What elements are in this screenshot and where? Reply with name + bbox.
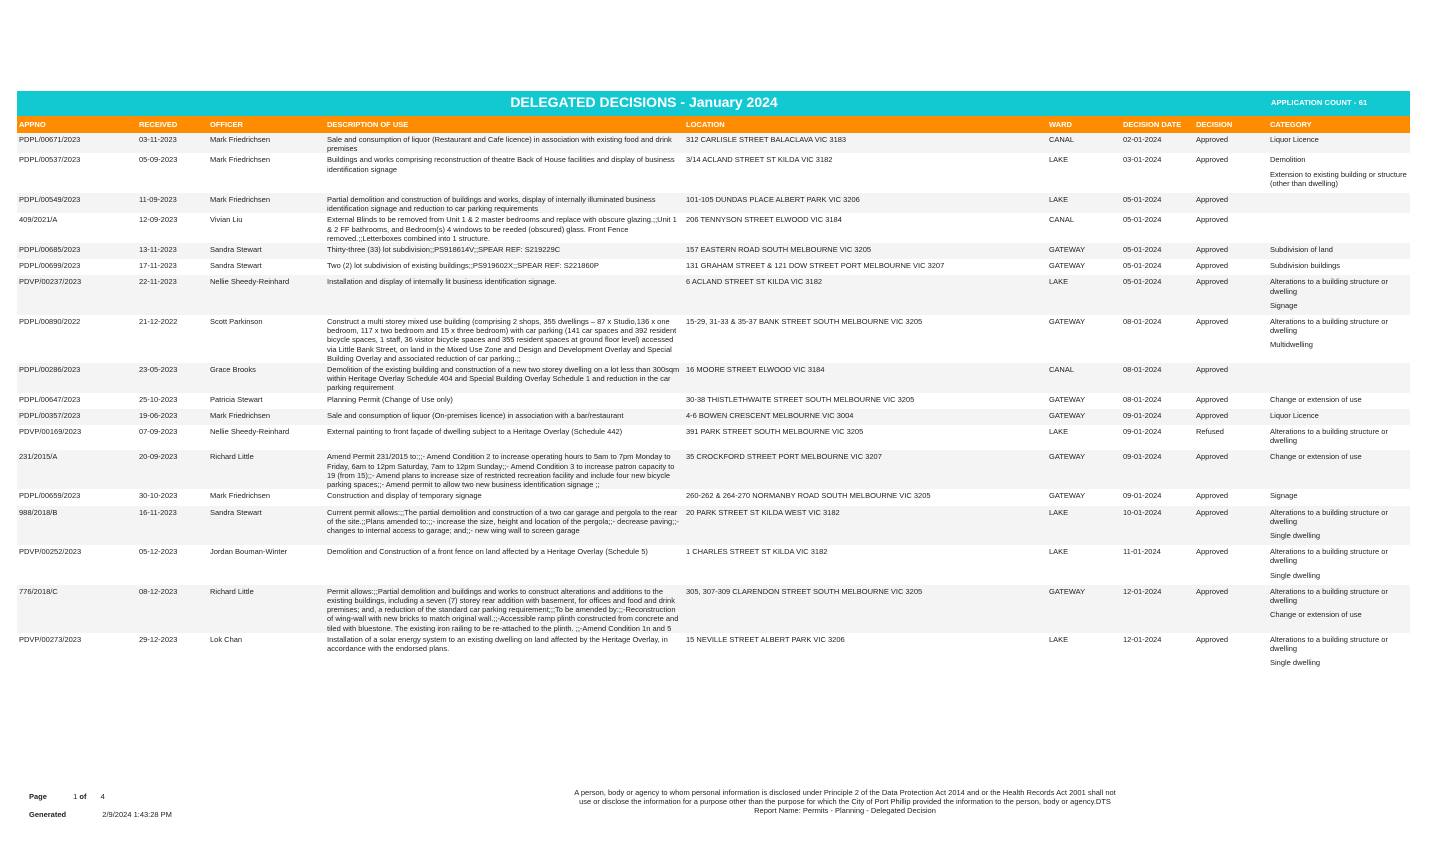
cell-ward: LAKE: [1049, 155, 1069, 165]
cell-officer: Grace Brooks: [210, 365, 256, 375]
cell-decision: Approved: [1196, 277, 1229, 287]
cell-decision: Approved: [1196, 261, 1229, 271]
cell-description: Construction and display of temporary signage: [327, 491, 482, 501]
cell-appno: PDPL/00671/2023: [19, 135, 81, 144]
category-item: Alterations to a building structure or dwelling: [1270, 634, 1388, 653]
privacy-notice: [500, 788, 1190, 815]
cell-category: [1268, 245, 1410, 259]
generated-label: Generated: [29, 810, 67, 819]
cell-decision-date: 09-01-2024: [1123, 452, 1162, 462]
cell-ward: CANAL: [1049, 135, 1075, 144]
cell-appno: PDVP/00273/2023: [19, 634, 82, 644]
cell-appno: 409/2021/A: [19, 215, 58, 225]
cell-decision: Approved: [1196, 195, 1229, 205]
column-header-description: DESCRIPTION OF USE: [327, 120, 409, 129]
cell-location: 1 CHARLES STREET ST KILDA VIC 3182: [686, 547, 828, 557]
cell-officer: Sandra Stewart: [210, 261, 262, 271]
table-row: [17, 213, 1410, 243]
cell-officer: Richard Little: [210, 586, 254, 596]
cell-description: Construct a multi storey mixed use building (comprising 2 shops, 355 dwellings – 87 x Studio,136 x one bedroom, 117 x two bedroom and 15 x three bedroom) with car parking (141 car spaces and 392 resident bicycle spaces, 1 staff, 36 visitor bicycle spaces and 355 resident spaces at ground floor level) accessed via Little Bank Street, on land in the Mixed Use Zone and Design and Development Overlay and Special Building Overlay and associated reduction of car parking.;;: [327, 317, 677, 363]
cell-officer: Mark Friedrichsen: [210, 410, 271, 420]
cell-description: Partial demolition and construction of buildings and works, display of internally illuminated business identification signage and reduction to car parking requirements: [327, 195, 656, 214]
cell-decision-date: 05-01-2024: [1123, 195, 1162, 205]
cell-description: Demolition of the existing building and construction of a new two storey dwelling on a lot less than 300sqm within Heritage Overlay Schedule 404 and Special Building Overlay Schedule 1 and reduction in the car parking requirement: [327, 365, 680, 393]
table-row: [17, 425, 1410, 450]
cell-location: 312 CARLISLE STREET BALACLAVA VIC 3183: [686, 135, 847, 144]
cell-ward: GATEWAY: [1049, 410, 1086, 420]
cell-decision: Refused: [1196, 427, 1224, 437]
category-item: Alterations to a building structure or dwelling: [1270, 317, 1388, 336]
category-item: Signage: [1270, 300, 1298, 310]
cell-received: 05-12-2023: [139, 547, 178, 557]
cell-description: External Blinds to be removed from Unit 1 & 2 master bedrooms and replace with obscure glazing.;;Unit 1 & 2 FF bathrooms, and Bedroom(s) 4 windows to be reeded (obscured) glass. Front Fence removed.;;Letterboxes combined into 1 structure.: [327, 215, 677, 243]
report-name: Report Name: Permits - Planning - Delegated Decision: [754, 806, 936, 815]
cell-description: Buildings and works comprising reconstruction of theatre Back of House facilities and display of business identification signage: [327, 155, 675, 174]
cell-ward: CANAL: [1049, 215, 1075, 225]
cell-appno: PDPL/00699/2023: [19, 261, 81, 271]
category-item: Alterations to a building structure or dwelling: [1270, 427, 1388, 446]
category-item: Demolition: [1270, 155, 1306, 165]
cell-category: [1268, 395, 1410, 409]
cell-location: 391 PARK STREET SOUTH MELBOURNE VIC 3205: [686, 427, 864, 437]
cell-location: 35 CROCKFORD STREET PORT MELBOURNE VIC 3207: [686, 452, 882, 462]
category-item: Single dwelling: [1270, 530, 1321, 540]
cell-officer: Lok Chan: [210, 634, 243, 644]
cell-description: Permit allows:;;Partial demolition and buildings and works to construct alterations and additions to the existing buildings, including a seven (7) storey rear addition with basement, for offices and food and drink premises; and, a reduction of the standard car parking requirement;;;To be amended by:;;-Reconstruction of wing-wall with new bricks to match original wall.;;-Accessible ramp plinth constructed from concrete and tiled with bluestone. The existing iron railing to be re-attached to the plinth. ;;-Amend Condition 1n and 5: [327, 586, 679, 633]
cell-officer: Mark Friedrichsen: [210, 135, 271, 144]
table-row: [17, 409, 1410, 425]
cell-decision-date: 03-01-2024: [1123, 155, 1162, 165]
cell-received: 13-11-2023: [139, 245, 177, 255]
cell-officer: Mark Friedrichsen: [210, 195, 271, 205]
cell-decision-date: 05-01-2024: [1123, 215, 1162, 225]
table-row: [17, 363, 1410, 393]
cell-category: [1268, 427, 1410, 450]
cell-category: [1268, 261, 1410, 275]
cell-officer: Jordan Bouman-Winter: [210, 547, 288, 557]
privacy-notice-line: use or disclose the information for a purpose other than the purpose for which the City of Port Phillip provided the information to the person, body or agency.DTS: [579, 797, 1111, 806]
cell-ward: LAKE: [1049, 634, 1069, 644]
cell-description: Installation of a solar energy system to an existing dwelling on land affected by the Heritage Overlay, in accordance with the endorsed plans.: [327, 634, 668, 653]
column-header-decision-date: DECISION DATE: [1123, 120, 1182, 129]
cell-received: 21-12-2022: [139, 317, 178, 327]
column-header-location: LOCATION: [686, 120, 725, 129]
cell-received: 30-10-2023: [139, 491, 178, 501]
cell-ward: LAKE: [1049, 507, 1069, 517]
cell-description: Demolition and Construction of a front fence on land affected by a Heritage Overlay (Schedule 5): [327, 547, 648, 557]
cell-decision: Approved: [1196, 410, 1229, 420]
cell-ward: LAKE: [1049, 547, 1069, 557]
cell-appno: PDPL/00357/2023: [19, 410, 81, 420]
cell-received: 08-12-2023: [139, 586, 178, 596]
table-row: [17, 153, 1410, 193]
of-label: of: [79, 792, 87, 801]
table-row: [17, 545, 1410, 585]
cell-description: Current permit allows:;;The partial demolition and construction of a two car garage and pergola to the rear of the site.;;Plans amended to:;;- increase the size, height and location of the pergola;;- decrease paving;;- changes to internal access to garage; and;;- new wing wall to screen garage: [327, 507, 679, 535]
table-row: [17, 633, 1410, 673]
cell-decision-date: 09-01-2024: [1123, 491, 1162, 501]
cell-decision-date: 05-01-2024: [1123, 261, 1162, 271]
cell-location: 4-6 BOWEN CRESCENT MELBOURNE VIC 3004: [686, 410, 854, 420]
cell-appno: 988/2018/B: [19, 507, 58, 517]
cell-description: Sale and consumption of liquor (Restaurant and Cafe licence) in association with existing food and drink premises: [327, 135, 672, 154]
category-item: Change or extension of use: [1270, 394, 1362, 404]
category-item: Liquor Licence: [1270, 410, 1319, 420]
cell-appno: PDPL/00685/2023: [19, 245, 81, 255]
cell-description: Sale and consumption of liquor (On-premises licence) in association with a bar/restaurant: [327, 410, 624, 420]
cell-decision: Approved: [1196, 215, 1229, 225]
table-row: [17, 506, 1410, 546]
cell-description: Installation and display of internally lit business identification signage.: [327, 277, 557, 287]
cell-category: [1268, 215, 1410, 243]
cell-decision: Approved: [1196, 547, 1229, 557]
cell-officer: Patricia Stewart: [210, 394, 263, 404]
title-bar: [17, 91, 1410, 116]
column-header-received: RECEIVED: [139, 120, 178, 129]
category-item: Alterations to a building structure or dwelling: [1270, 547, 1388, 566]
cell-decision-date: 09-01-2024: [1123, 427, 1162, 437]
cell-received: 11-09-2023: [139, 195, 177, 205]
cell-ward: GATEWAY: [1049, 452, 1086, 462]
cell-decision-date: 05-01-2024: [1123, 277, 1162, 287]
cell-location: 30-38 THISTLETHWAITE STREET SOUTH MELBOURNE VIC 3205: [686, 394, 915, 404]
cell-category: [1268, 635, 1410, 673]
cell-ward: LAKE: [1049, 195, 1069, 205]
table-row: [17, 133, 1410, 153]
cell-decision-date: 08-01-2024: [1123, 365, 1162, 375]
column-header-ward: WARD: [1049, 120, 1072, 129]
cell-received: 23-05-2023: [139, 365, 178, 375]
cell-location: 157 EASTERN ROAD SOUTH MELBOURNE VIC 3205: [686, 245, 872, 255]
category-item: Subdivision of land: [1270, 245, 1333, 255]
cell-decision: Approved: [1196, 634, 1229, 644]
cell-appno: PDPL/00647/2023: [19, 394, 81, 404]
cell-appno: 776/2018/C: [19, 586, 58, 596]
category-item: Liquor Licence: [1270, 135, 1319, 144]
cell-decision: Approved: [1196, 507, 1229, 517]
cell-ward: GATEWAY: [1049, 394, 1086, 404]
report-title: DELEGATED DECISIONS - January 2024: [510, 94, 778, 110]
cell-category: [1268, 277, 1410, 315]
cell-ward: CANAL: [1049, 365, 1075, 375]
cell-category: [1268, 452, 1410, 489]
cell-decision-date: 12-01-2024: [1123, 634, 1162, 644]
cell-decision-date: 08-01-2024: [1123, 317, 1162, 327]
cell-decision-date: 12-01-2024: [1123, 586, 1162, 596]
table-row: [17, 243, 1410, 259]
cell-decision: Approved: [1196, 586, 1229, 596]
table-row: [17, 259, 1410, 275]
table-row: [17, 450, 1410, 489]
cell-description: Planning Permit (Change of Use only): [327, 394, 453, 404]
cell-category: [1268, 411, 1410, 425]
cell-received: 29-12-2023: [139, 634, 178, 644]
cell-decision-date: 05-01-2024: [1123, 245, 1162, 255]
cell-officer: Nellie Sheedy-Reinhard: [210, 277, 290, 287]
page-total: 4: [100, 792, 105, 801]
privacy-notice-line: A person, body or agency to whom personal information is disclosed under Principle 2 of the Data Protection Act 2014 and or the Health Records Act 2001 shall not: [574, 788, 1116, 797]
category-item: Extension to existing building or structure (other than dwelling): [1270, 169, 1407, 188]
cell-description: External painting to front façade of dwelling subject to a Heritage Overlay (Schedule 442): [327, 427, 623, 437]
category-item: Alterations to a building structure or dwelling: [1270, 277, 1388, 296]
cell-received: 07-09-2023: [139, 427, 178, 437]
table-row: [17, 585, 1410, 633]
cell-appno: PDPL/00659/2023: [19, 491, 81, 501]
cell-location: 15-29, 31-33 & 35-37 BANK STREET SOUTH MELBOURNE VIC 3205: [686, 317, 923, 327]
cell-category: [1268, 587, 1410, 633]
cell-officer: Vivian Liu: [210, 215, 243, 225]
cell-decision: Approved: [1196, 491, 1229, 501]
cell-officer: Richard Little: [210, 452, 254, 462]
cell-ward: LAKE: [1049, 427, 1069, 437]
cell-received: 22-11-2023: [139, 277, 177, 287]
category-item: Single dwelling: [1270, 570, 1321, 580]
cell-officer: Scott Parkinson: [210, 317, 263, 327]
cell-location: 20 PARK STREET ST KILDA WEST VIC 3182: [686, 507, 840, 517]
cell-officer: Mark Friedrichsen: [210, 155, 271, 165]
cell-ward: GATEWAY: [1049, 245, 1086, 255]
cell-category: [1268, 195, 1410, 213]
category-item: Signage: [1270, 491, 1298, 501]
application-count: APPLICATION COUNT - 61: [1271, 98, 1368, 107]
category-item: Multidwelling: [1270, 340, 1313, 350]
table-row: [17, 275, 1410, 315]
cell-received: 25-10-2023: [139, 394, 178, 404]
column-header-row: [17, 116, 1410, 133]
table-body: [17, 133, 1410, 672]
cell-ward: GATEWAY: [1049, 261, 1086, 271]
page-number: 1: [73, 792, 78, 801]
cell-description: Two (2) lot subdivision of existing buildings;;PS919602X;;SPEAR REF: S221860P: [327, 261, 599, 271]
cell-category: [1268, 155, 1410, 193]
category-item: Alterations to a building structure or dwelling: [1270, 507, 1388, 526]
category-item: Change or extension of use: [1270, 610, 1362, 620]
cell-appno: PDPL/00890/2022: [19, 317, 81, 327]
cell-decision: Approved: [1196, 245, 1229, 255]
cell-location: 3/14 ACLAND STREET ST KILDA VIC 3182: [686, 155, 833, 165]
cell-appno: PDVP/00252/2023: [19, 547, 82, 557]
cell-received: 17-11-2023: [139, 261, 177, 271]
cell-location: 131 GRAHAM STREET & 121 DOW STREET PORT MELBOURNE VIC 3207: [686, 261, 945, 271]
cell-category: [1268, 135, 1410, 153]
page-indicator: [29, 792, 105, 801]
cell-officer: Sandra Stewart: [210, 245, 262, 255]
cell-location: 206 TENNYSON STREET ELWOOD VIC 3184: [686, 215, 842, 225]
cell-appno: PDPL/00549/2023: [19, 195, 81, 205]
cell-decision: Approved: [1196, 394, 1229, 404]
cell-location: 101-105 DUNDAS PLACE ALBERT PARK VIC 3206: [686, 195, 860, 205]
page-label: Page: [29, 792, 47, 801]
cell-ward: GATEWAY: [1049, 586, 1086, 596]
cell-decision-date: 02-01-2024: [1123, 135, 1162, 144]
category-item: Single dwelling: [1270, 658, 1321, 668]
cell-received: 20-09-2023: [139, 452, 178, 462]
cell-ward: GATEWAY: [1049, 491, 1086, 501]
cell-decision-date: 09-01-2024: [1123, 410, 1162, 420]
cell-appno: 231/2015/A: [19, 452, 58, 462]
cell-decision: Approved: [1196, 452, 1229, 462]
cell-decision-date: 10-01-2024: [1123, 507, 1162, 517]
cell-received: 16-11-2023: [139, 507, 177, 517]
cell-location: 260-262 & 264-270 NORMANBY ROAD SOUTH MELBOURNE VIC 3205: [686, 491, 931, 501]
cell-decision-date: 11-01-2024: [1123, 547, 1161, 557]
generated-value: 2/9/2024 1:43:28 PM: [102, 810, 172, 819]
column-header-decision: DECISION: [1196, 120, 1233, 129]
cell-received: 03-11-2023: [139, 135, 177, 144]
cell-category: [1268, 317, 1410, 363]
cell-received: 05-09-2023: [139, 155, 178, 165]
cell-appno: PDPL/00537/2023: [19, 155, 81, 165]
report: [17, 91, 1410, 672]
table-row: [17, 193, 1410, 213]
cell-category: [1268, 491, 1410, 505]
category-item: Alterations to a building structure or dwelling: [1270, 586, 1388, 605]
column-header-appno: APPNO: [19, 120, 46, 129]
cell-decision-date: 08-01-2024: [1123, 394, 1162, 404]
category-item: Subdivision buildings: [1270, 261, 1341, 271]
cell-location: 16 MOORE STREET ELWOOD VIC 3184: [686, 365, 825, 375]
cell-appno: PDVP/00169/2023: [19, 427, 82, 437]
cell-ward: LAKE: [1049, 277, 1069, 287]
cell-location: 305, 307-309 CLARENDON STREET SOUTH MELBOURNE VIC 3205: [686, 586, 923, 596]
cell-location: 6 ACLAND STREET ST KILDA VIC 3182: [686, 277, 823, 287]
cell-officer: Sandra Stewart: [210, 507, 262, 517]
cell-decision: Approved: [1196, 317, 1229, 327]
cell-decision: Approved: [1196, 135, 1229, 144]
column-header-category: CATEGORY: [1270, 120, 1312, 129]
column-header-officer: OFFICER: [210, 120, 243, 129]
cell-decision: Approved: [1196, 155, 1229, 165]
cell-category: [1268, 547, 1410, 585]
cell-category: [1268, 508, 1410, 546]
table-row: [17, 315, 1410, 363]
cell-description: Amend Permit 231/2015 to:;;- Amend Condition 2 to increase operating hours to 5am to 7pm Monday to Friday, 6am to 12pm Saturday, 7am to 12pm Sunday;;- Amend Condition 3 to increase patron capacity to 19 (from 15);;- Amend plans to increase size of restricted recreation facility and include four new bicycle parking spaces;;- Amend permit to allow two new business identification signage ;;: [327, 452, 675, 490]
cell-received: 12-09-2023: [139, 215, 178, 225]
table-row: [17, 489, 1410, 505]
cell-officer: Mark Friedrichsen: [210, 491, 271, 501]
cell-category: [1268, 365, 1410, 393]
table-row: [17, 393, 1410, 409]
cell-description: Thirty-three (33) lot subdivision;;PS918614V;;SPEAR REF: S219229C: [327, 245, 561, 255]
cell-received: 19-06-2023: [139, 410, 178, 420]
cell-appno: PDPL/00286/2023: [19, 365, 81, 375]
cell-location: 15 NEVILLE STREET ALBERT PARK VIC 3206: [686, 634, 845, 644]
generated-info: [29, 810, 172, 819]
cell-appno: PDVP/00237/2023: [19, 277, 82, 287]
cell-ward: GATEWAY: [1049, 317, 1086, 327]
cell-officer: Nellie Sheedy-Reinhard: [210, 427, 290, 437]
category-item: Change or extension of use: [1270, 452, 1362, 462]
cell-decision: Approved: [1196, 365, 1229, 375]
